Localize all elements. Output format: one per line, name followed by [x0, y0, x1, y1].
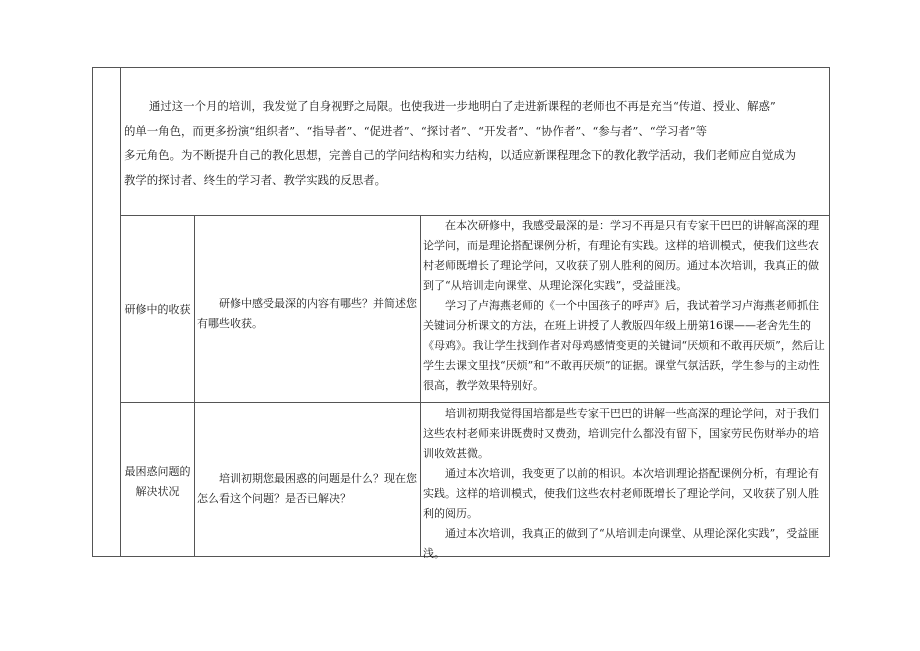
intro-line: 的单一角色，而更多扮演“组织者”、“指导者”、“促进者”、“探讨者”、“开发者”、“协作者”、“参与者”、“学习者”等 [124, 123, 707, 138]
answer-paragraph: 学习了卢海燕老师的《一个中国孩子的呼声》后，我试着学习卢海燕老师抓住关键词分析课文的方法，在班上讲授了人教版四年级上册第16课——老舍先生的《母鸡》。我让学生找到作者对母鸡感情变更的关键词“厌烦和不敢再厌烦”，然后让学生去课文里找“厌烦”和“不敢再厌烦”的证据。课堂气氛活跃，学生参与的主动性很高，教学效果特别好。 [423, 299, 825, 392]
intro-line: 多元角色。为不断提升自己的教化思想，完善自己的学问结构和实力结构，以适应新课程理念下的教化教学活动，我们老师应自觉成为 [124, 148, 797, 162]
answer-text [423, 216, 826, 396]
answer-paragraph: 通过本次培训，我变更了以前的相识。本次培训理论搭配课例分析，有理论有实践。这样的培训模式，使我们这些农村老师既增长了理论学问，又收获了别人胜利的阅历。 [423, 467, 819, 520]
answer-paragraph: 培训初期我觉得国培都是些专家干巴巴的讲解一些高深的理论学问，对于我们这些农村老师来讲既费时又费劲，培训完什么都没有留下，国家劳民伤财举办的培训收效甚微。 [423, 407, 819, 460]
row-divider-2 [120, 402, 830, 403]
intro-line: 通过这一个月的培训，我发觉了自身视野之局限。也使我进一步地明白了走进新课程的老师也不再是充当“传道、授业、解惑” [149, 99, 776, 113]
col-divider-answer [420, 215, 421, 556]
col-divider-label [194, 215, 195, 556]
answer-text [423, 404, 826, 564]
intro-line: 教学的探讨者、终生的学习者、教学实践的反思者。 [124, 172, 386, 187]
question-text: 培训初期您最困惑的问题是什么？现在您怎么看这个问题？是否已解决？ [197, 472, 417, 505]
answer-paragraph: 通过本次培训，我真正的做到了“从培训走向课堂、从理论深化实践”，受益匪浅。 [423, 527, 820, 560]
row-label: 最困惑问题的 解决状况 [124, 465, 191, 498]
question-text: 研修中感受最深的内容有哪些？并简述您有哪些收获。 [197, 297, 417, 330]
table-left-border [92, 67, 93, 556]
answer-paragraph: 在本次研修中，我感受最深的是：学习不再是只有专家干巴巴的讲解高深的理论学问，而是理论搭配课例分析，有理论有实践。这样的培训模式，使我们这些农村老师既增长了理论学问，又收获了别人胜利的阅历。通过本次培训，我真正的做到了“从培训走向课堂、从理论深化实践”，受益匪浅。 [423, 219, 819, 292]
table-top-border [92, 67, 830, 68]
row-label: 研修中的收获 [124, 303, 191, 316]
table-right-border [829, 67, 830, 556]
